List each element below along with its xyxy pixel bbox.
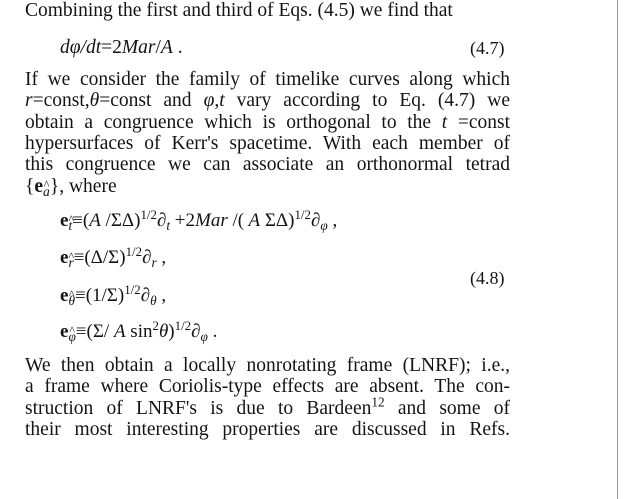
slash: / xyxy=(155,37,161,58)
text-span: Combining the first and third of Eqs. (4.5) we find that xyxy=(25,0,453,21)
equation-number: (4.8) xyxy=(470,268,505,288)
text-span: their most interesting properties are discussed in Refs. xyxy=(25,419,510,440)
text-span: hypersurfaces of Kerr's spacetime. With each member of xyxy=(25,133,510,154)
text-span: struction of LNRF's is due to Bardeen xyxy=(25,398,372,419)
equation-rhs-vars: Mar xyxy=(121,37,156,58)
paragraph-line xyxy=(25,90,510,112)
identity-sign: ≡( xyxy=(72,210,90,231)
tetrad-vector: e xyxy=(60,247,69,268)
math-var: φ xyxy=(203,90,215,111)
paragraph-line xyxy=(25,394,511,420)
paragraph-line xyxy=(25,376,510,398)
math-var: θ xyxy=(89,90,100,111)
tetrad-row-t: $e_t\equiv(A$ $/\Sigma\Delta)^{1/2}\partial_t +2Mar$ /( A $\Sigma\Delta)^{1/2}\partial_\varphi$ , xyxy=(60,206,338,233)
text-span: , xyxy=(214,90,220,111)
paragraph-line xyxy=(25,419,510,441)
citation-superscript: 12 xyxy=(371,394,385,410)
paragraph-line xyxy=(25,133,510,155)
equation-4-7 xyxy=(60,37,183,59)
tetrad-vector: e xyxy=(60,321,69,342)
text-span: We then obtain a locally nonrotating frame (LNRF); i.e., xyxy=(25,355,510,376)
paragraph-line xyxy=(25,355,510,377)
math-var: t xyxy=(219,90,225,111)
text-span: and some of xyxy=(384,398,511,419)
text-span: =const xyxy=(447,112,510,133)
text-span: =const, xyxy=(32,90,90,111)
paragraph-line xyxy=(25,154,510,176)
paragraph-line xyxy=(25,0,510,22)
text-span: vary according to Eq. (4.7) we xyxy=(224,90,510,111)
tetrad-row-phi: $e_\varphi\equiv(\Sigma/$ A $\sin^2\theta)^{1/2}\partial_\varphi$ . xyxy=(60,317,218,344)
tetrad-row-theta: $e_\theta\equiv(1/\Sigma)^{1/2}\partial_\theta$ , xyxy=(60,281,167,308)
text-span: a frame where Coriolis-type effects are absent. The con- xyxy=(25,376,510,397)
paragraph-line xyxy=(25,69,510,91)
tetrad-vector: e xyxy=(60,285,69,306)
math-var: t xyxy=(441,112,448,133)
paragraph-line xyxy=(25,112,510,134)
equation-lhs: dφ/dt xyxy=(60,37,102,58)
text-span: If we consider the family of timelike curves along which xyxy=(25,69,510,90)
equals-sign: = xyxy=(101,37,113,58)
page-edge-divider xyxy=(617,0,618,499)
equation-rhs-prefix: 2 xyxy=(112,37,122,58)
tetrad-vector: e xyxy=(34,176,44,197)
equation-tail: . xyxy=(172,37,183,58)
text-span: this congruence we can associate an orthonormal tetrad xyxy=(25,154,510,175)
paragraph-line: $\{e_a\}$, where xyxy=(25,176,117,200)
tetrad-row-r: $e_r\equiv(\Delta/\Sigma)^{1/2}\partial_r$ , xyxy=(60,243,167,270)
tetrad-vector: e xyxy=(60,210,69,231)
equation-number: (4.7) xyxy=(470,38,505,58)
text-span: =const and xyxy=(99,90,204,111)
text-span: }, where xyxy=(49,176,117,197)
text-span: obtain a congruence which is orthogonal to the xyxy=(25,112,442,133)
equation-rhs-denominator: A xyxy=(160,37,173,58)
text-span: { xyxy=(25,176,35,197)
math-var: r xyxy=(25,90,33,111)
